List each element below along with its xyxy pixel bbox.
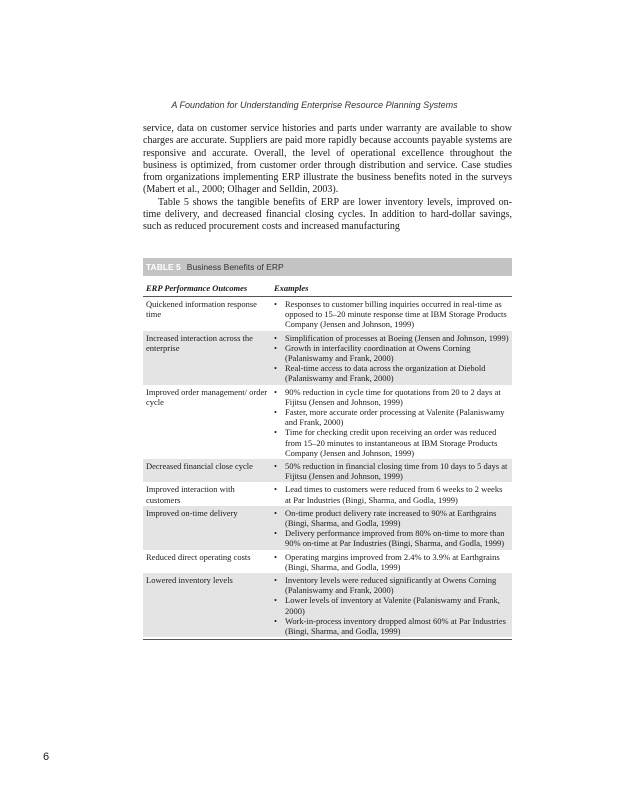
example-item: • Operating margins improved from 2.4% to 3.9% at Earthgrains (Bingi, Sharma, and Godla, 1999) (274, 552, 509, 572)
outcome-cell: Decreased financial close cycle (146, 461, 253, 472)
examples-list (274, 299, 509, 330)
example-item: • Faster, more accurate order processing at Valenite (Palaniswamy and Frank, 2000) (274, 407, 509, 427)
examples-cell (274, 461, 512, 481)
outcome-cell: Lowered inventory levels (146, 575, 233, 586)
example-item: • Time for checking credit upon receiving an order was reduced from 15–20 minutes to instantaneous at IBM Storage Products Company (Jensen and Johnson, 1999) (274, 427, 509, 458)
example-item: • Simplification of processes at Boeing (Jensen and Johnson, 1999) (274, 333, 509, 343)
outcome-cell: Improved interaction with customers (146, 484, 235, 505)
outcome-cell: Reduced direct operating costs (146, 551, 251, 562)
column-header-examples: Examples (274, 283, 309, 293)
benefits-table (143, 258, 512, 640)
outcome-cell: Improved order management/ order cycle (146, 386, 268, 407)
examples-list (274, 508, 509, 549)
examples-cell (274, 333, 512, 384)
table-row (143, 297, 512, 331)
running-head: A Foundation for Understanding Enterprise Resource Planning Systems (171, 100, 458, 110)
table-bottom-rule (143, 639, 512, 640)
example-item: • Delivery performance improved from 80% on-time to more than 90% on-time at Par Industries (Bingi, Sharma, and Godla, 1999) (274, 528, 509, 548)
example-item: • Work-in-process inventory dropped almost 60% at Par Industries (Bingi, Sharma, and Godla, 1999) (274, 616, 509, 636)
page-number: 6 (43, 751, 50, 763)
examples-cell (274, 484, 512, 504)
table-header-row (143, 283, 512, 297)
outcome-cell: Increased interaction across the enterprise (146, 332, 253, 353)
table-title: Business Benefits of ERP (186, 262, 284, 272)
examples-list (274, 387, 509, 458)
table-row (143, 482, 512, 505)
body-text (143, 123, 512, 234)
body-paragraph: Table 5 shows the tangible benefits of ERP are lower inventory levels, improved on-time delivery, and decreased financial closing cycles. In addition to hard-dollar savings, such as reduced procurement costs and increased manufacturing (143, 196, 512, 233)
table-body (143, 297, 512, 637)
example-item: • Inventory levels were reduced significantly at Owens Corning (Palaniswamy and Frank, 2000) (274, 575, 509, 595)
table-caption (143, 258, 512, 276)
example-item: • Growth in interfacility coordination at Owens Corning (Palaniswamy and Frank, 2000) (274, 343, 509, 363)
table-row (143, 385, 512, 459)
example-item: • Lower levels of inventory at Valenite (Palaniswamy and Frank, 2000) (274, 595, 509, 615)
table-row (143, 573, 512, 637)
body-paragraph: service, data on customer service histories and parts under warranty are available to show charges are accurate. Suppliers are paid more rapidly because accounts payable systems are responsive and accurate. Overall, the level of operational excellence throughout the business is optimized, from customer order through distribution and service. Case studies from organizations implementing ERP illustrate the business benefits noted in the surveys (Mabert et al., 2000; Olhager and Selldin, 2003). (143, 123, 512, 196)
examples-cell (274, 508, 512, 549)
examples-list (274, 333, 509, 384)
example-item: • Lead times to customers were reduced from 6 weeks to 2 weeks at Par Industries (Bingi, Sharma, and Godla, 1999) (274, 484, 509, 504)
column-header-outcomes: ERP Performance Outcomes (146, 283, 248, 293)
table-number: TABLE 5 (146, 262, 181, 272)
example-item: • 50% reduction in financial closing time from 10 days to 5 days at Fijitsu (Jensen and Johnson, 1999) (274, 461, 509, 481)
outcome-cell: Quickened information response time (146, 299, 257, 320)
example-item: • 90% reduction in cycle time for quotations from 20 to 2 days at Fijitsu (Jensen and Johnson, 1999) (274, 387, 509, 407)
examples-cell (274, 299, 512, 330)
examples-cell (274, 387, 512, 458)
example-item: • Responses to customer billing inquiries occurred in real-time as opposed to 15–20 minute response time at IBM Storage Products Company (Jensen and Johnson, 1999) (274, 299, 509, 330)
examples-cell (274, 552, 512, 572)
example-item: • On-time product delivery rate increased to 90% at Earthgrains (Bingi, Sharma, and Godla, 1999) (274, 508, 509, 528)
examples-cell (274, 575, 512, 636)
table-row (143, 331, 512, 385)
table-row (143, 506, 512, 550)
examples-list (274, 575, 509, 636)
table-row (143, 550, 512, 573)
table-row (143, 459, 512, 482)
examples-list (274, 461, 509, 481)
examples-list (274, 484, 509, 504)
outcome-cell: Improved on-time delivery (146, 507, 238, 518)
example-item: • Real-time access to data across the organization at Diebold (Palaniswamy and Frank, 2000) (274, 363, 509, 383)
examples-list (274, 552, 509, 572)
